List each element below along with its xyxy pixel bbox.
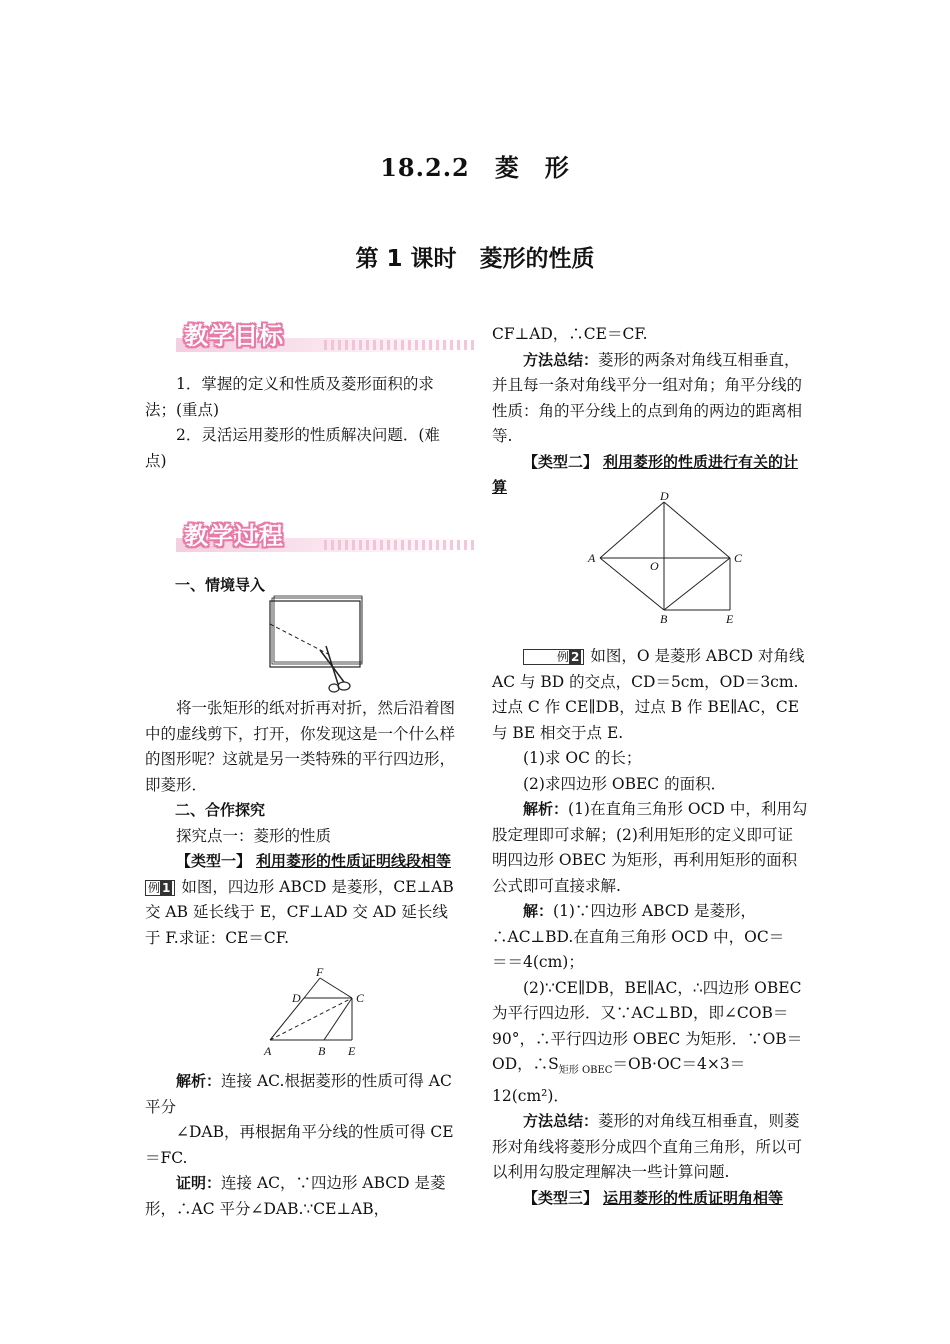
analysis1-label: 解析：	[176, 1072, 222, 1090]
type1-tag: 【类型一】	[176, 852, 252, 870]
proof1-label: 证明：	[176, 1174, 222, 1192]
example1-text: 如图，四边形 ABCD 是菱形，CE⊥AB 交 AB 延长线于 E，CF⊥AD 交 AD 延长线于 F.求证：CE＝CF.	[145, 877, 454, 947]
rhombus-figure-2	[584, 490, 754, 626]
process-banner	[176, 520, 474, 558]
example1	[145, 875, 461, 952]
goals-banner-text: 教学目标	[184, 322, 284, 350]
goal-2: 2．灵活运用菱形的性质解决问题．(难点)	[145, 426, 440, 470]
fig1-label-F: F	[316, 965, 324, 979]
analysis1	[145, 1069, 461, 1120]
right-body	[492, 644, 808, 1211]
fig1-label-A: A	[264, 1044, 272, 1058]
section-intro-heading: 一、情境导入	[175, 576, 266, 594]
solution-2-sub: 矩形 OBEC	[558, 1065, 613, 1077]
fig1-label-E: E	[348, 1044, 356, 1058]
method2-text: 菱形的对角线互相垂直，则菱形对角线将菱形分成四个直角三角形，所以可以利用勾股定理解决一些计算问题.	[492, 1112, 803, 1182]
fig2-label-C: C	[734, 551, 743, 565]
analysis1-text: 连接 AC.根据菱形的性质可得 AC 平分	[145, 1072, 452, 1116]
rhombus-figure-1	[258, 964, 370, 1060]
solution-1b: ＝＝4(cm)；	[492, 953, 584, 971]
fig2-label-D: D	[660, 490, 669, 503]
question-2: (2)求四边形 OBEC 的面积．	[523, 774, 727, 793]
method1-text: 菱形的两条对角线互相垂直，并且每一条对角线平分一组对角；角平分线的性质：角的平分线上的点到角的两边的距离相等.	[492, 350, 803, 445]
solution-2: (2)∵CE∥DB，BE∥AC，∴四边形 OBEC 为平行四边形．又∵AC⊥BD，即∠COB＝90°，∴平行四边形 OBEC 为矩形．∵OB＝OD，∴S	[492, 978, 803, 1073]
type3-heading	[492, 1186, 808, 1212]
intro-text: 将一张矩形的纸对折再对折，然后沿着图中的虚线剪下，打开，你发现这是一个什么样的图形呢？这就是另一类特殊的平行四边形，即菱形．	[145, 699, 456, 794]
paper-fold-figure	[262, 594, 372, 694]
fig1-label-B: B	[318, 1044, 326, 1058]
analysis2-label: 解析：	[523, 800, 569, 818]
fig2-label-E: E	[726, 612, 734, 626]
fig2-label-A: A	[588, 551, 596, 565]
type3-tag: 【类型三】	[523, 1188, 599, 1207]
method2-label: 方法总结：	[523, 1112, 599, 1131]
type3-title: 运用菱形的性质证明角相等	[602, 1188, 783, 1207]
example2-badge-char: 例	[557, 650, 570, 664]
left-body	[145, 696, 461, 951]
method1	[492, 348, 808, 450]
lesson-title: 第 1 课时 菱形的性质	[355, 246, 595, 272]
method2	[492, 1109, 808, 1186]
solution-label: 解：	[523, 902, 554, 920]
fig2-label-O: O	[650, 559, 659, 573]
example2-badge-num: 2	[571, 650, 580, 664]
left-analysis	[145, 1069, 461, 1222]
fig1-label-D: D	[292, 991, 301, 1005]
solution-part1	[492, 899, 808, 950]
fig1-label-C: C	[356, 991, 365, 1005]
type1-title: 利用菱形的性质证明线段相等	[255, 852, 451, 870]
example1-badge-num: 1	[162, 880, 171, 895]
type2-tag: 【类型二】	[523, 452, 599, 471]
goals-banner	[176, 320, 474, 358]
proof1-continued: CF⊥AD，∴CE＝CF.	[492, 325, 648, 343]
analysis2-text: (1)在直角三角形 OCD 中，利用勾股定理即可求解；(2)利用矩形的定义即可证明四边形 OBEC 为矩形，再利用矩形的面积公式即可直接求解.	[492, 800, 808, 895]
example2-badge	[523, 649, 584, 665]
analysis2	[492, 797, 808, 899]
section-explore-heading: 二、合作探究	[175, 801, 266, 819]
example2	[492, 644, 808, 746]
solution-part2	[492, 976, 808, 1110]
goal-1: 1．掌握的定义和性质及菱形面积的求法；(重点)	[145, 375, 434, 419]
method1-label: 方法总结：	[523, 350, 599, 369]
analysis1-text2: ∠DAB，再根据角平分线的性质可得 CE＝FC.	[145, 1123, 454, 1167]
proof1	[145, 1171, 461, 1222]
solution-1: (1)∵四边形 ABCD 是菱形，∴AC⊥BD.在直角三角形 OCD 中，OC＝	[492, 902, 785, 946]
explore-point: 探究点一：菱形的性质	[176, 826, 332, 845]
example2-text: 如图，O 是菱形 ABCD 对角线 AC 与 BD 的交点，CD＝5cm，OD＝3cm.过点 C 作 CE∥DB，过点 B 作 BE∥AC，CE 与 BE 相交于点 E.	[492, 647, 805, 742]
question-1: (1)求 OC 的长；	[523, 749, 642, 767]
goals-block	[145, 372, 461, 474]
right-top	[492, 322, 808, 501]
scissors-icon	[320, 646, 350, 692]
example1-badge-char: 例	[148, 880, 161, 895]
fig2-label-B: B	[660, 612, 668, 626]
type2-title: 利用菱形的性质进行有关的计算	[492, 452, 798, 496]
process-banner-text: 教学过程	[184, 522, 284, 550]
proof1-text: 连接 AC，∵四边形 ABCD 是菱形，∴AC 平分∠DAB.∵CE⊥AB，	[145, 1174, 446, 1218]
type1-heading	[145, 849, 461, 875]
section-title: 18.2.2 菱 形	[380, 153, 570, 182]
solution-2-end: ＝OB·OC＝4×3＝12(cm²)．	[492, 1055, 746, 1105]
example1-badge	[145, 880, 175, 896]
